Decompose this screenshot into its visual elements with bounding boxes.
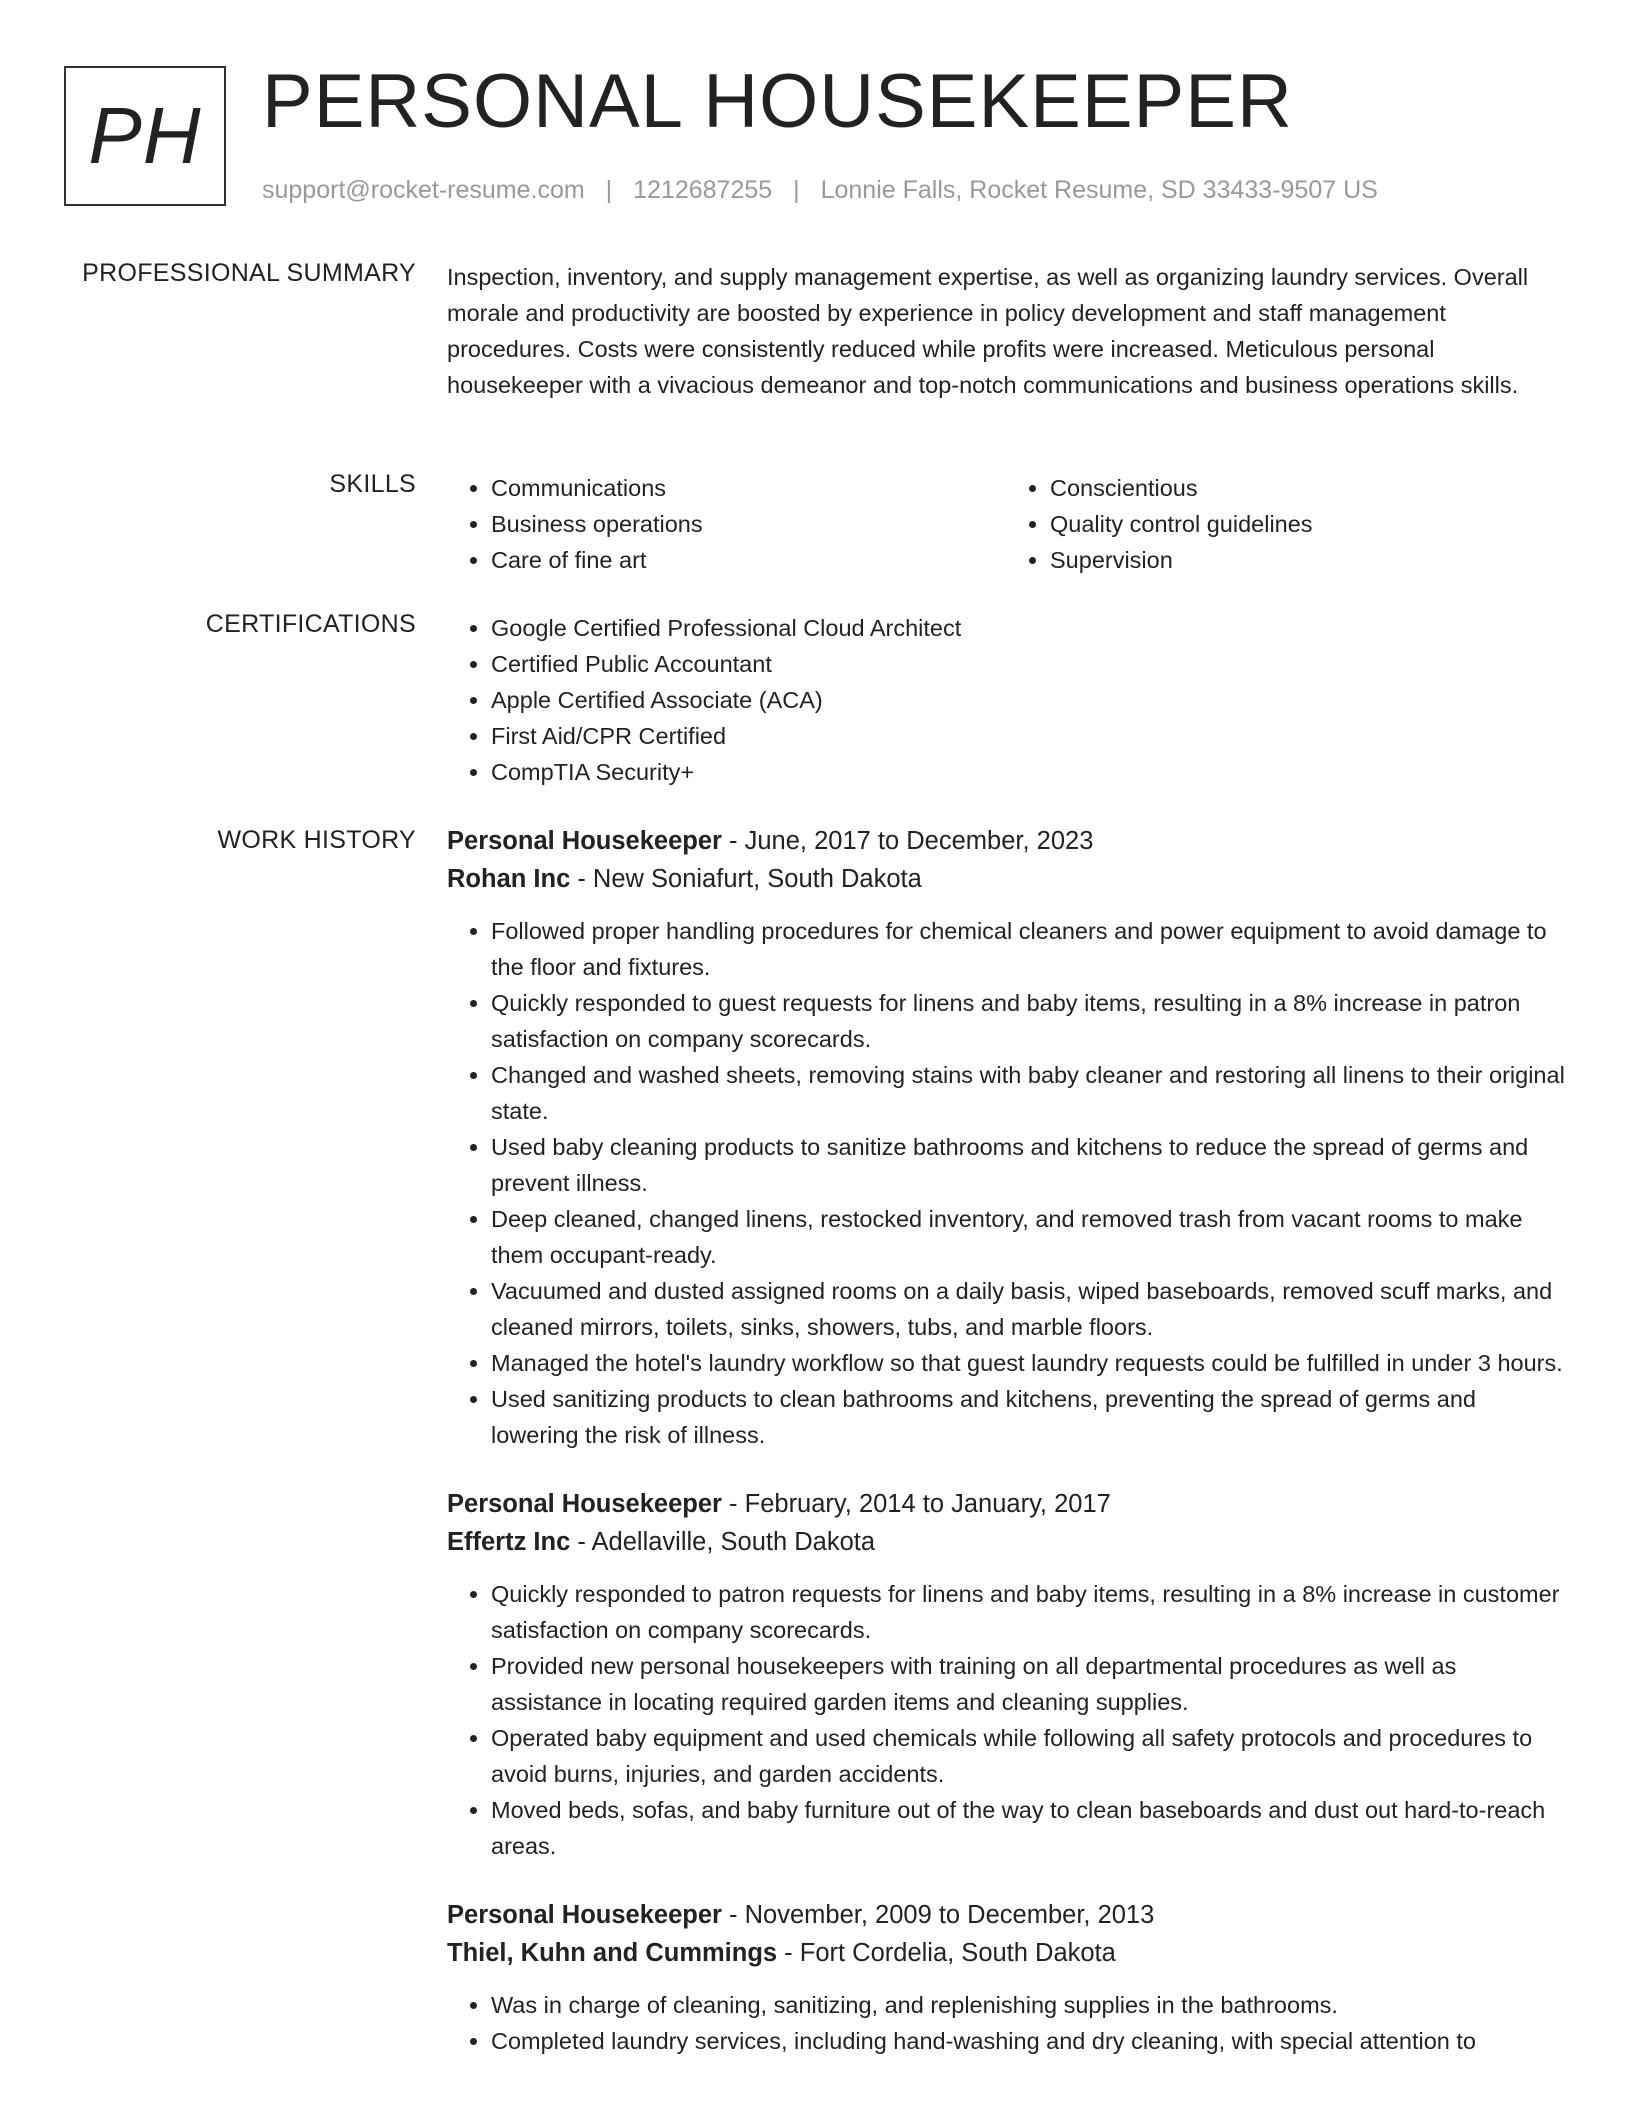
job-bullet: • Vacuumed and dusted assigned rooms on a daily basis, wiped baseboards, removed scuff marks, and cleaned mirrors, toilets, sinks, showers, tubs, and marble floors. xyxy=(491,1273,1565,1345)
section-label-certifications: CERTIFICATIONS xyxy=(205,610,416,638)
job-bullet: • Deep cleaned, changed linens, restocked inventory, and removed trash from vacant rooms to make them occupant-ready. xyxy=(491,1201,1565,1273)
job-location: - Fort Cordelia, South Dakota xyxy=(777,1939,1116,1967)
job-title-line xyxy=(447,1896,1565,1934)
certification-item: • First Aid/CPR Certified xyxy=(491,718,1565,754)
resume-name: PERSONAL HOUSEKEEPER xyxy=(262,59,1293,144)
skill-item: • Supervision xyxy=(1050,542,1565,578)
job-bullet: • Used baby cleaning products to sanitize bathrooms and kitchens to reduce the spread of germs and prevent illness. xyxy=(491,1129,1565,1201)
job-company-line xyxy=(447,1523,1565,1561)
skills-list-left xyxy=(447,470,1006,578)
job-bullets xyxy=(447,913,1565,1453)
job-bullet: • Operated baby equipment and used chemicals while following all safety protocols and procedures to avoid burns, injuries, and garden accidents. xyxy=(491,1720,1565,1792)
skill-item: • Business operations xyxy=(491,506,1006,542)
skill-item: • Quality control guidelines xyxy=(1050,506,1565,542)
job-bullet: • Provided new personal housekeepers with training on all departmental procedures as well as assistance in locating required garden items and cleaning supplies. xyxy=(491,1648,1565,1720)
contact-address: Lonnie Falls, Rocket Resume, SD 33433-9507 US xyxy=(820,176,1378,204)
job-company-line xyxy=(447,860,1565,898)
job-title: Personal Housekeeper xyxy=(447,1490,722,1518)
certification-item: • Apple Certified Associate (ACA) xyxy=(491,682,1565,718)
job-title: Personal Housekeeper xyxy=(447,827,722,855)
job-bullet: • Was in charge of cleaning, sanitizing, and replenishing supplies in the bathrooms. xyxy=(491,1987,1565,2023)
job-dates: - June, 2017 to December, 2023 xyxy=(721,827,1094,855)
contact-email[interactable]: support@rocket-resume.com xyxy=(262,176,585,204)
job-bullet: • Changed and washed sheets, removing stains with baby cleaner and restoring all linens to their original state. xyxy=(491,1057,1565,1129)
section-label-work-history: WORK HISTORY xyxy=(217,826,416,854)
certification-item: • CompTIA Security+ xyxy=(491,754,1565,790)
job-bullet: • Completed laundry services, including hand-washing and dry cleaning, with special attention to xyxy=(491,2023,1565,2059)
job-bullet: • Managed the hotel's laundry workflow so that guest laundry requests could be fulfilled in under 3 hours. xyxy=(491,1345,1565,1381)
job-company: Rohan Inc xyxy=(447,865,571,893)
skill-item: • Care of fine art xyxy=(491,542,1006,578)
section-label-summary: PROFESSIONAL SUMMARY xyxy=(82,259,416,287)
certifications-list xyxy=(447,610,1565,790)
job-company: Effertz Inc xyxy=(447,1528,571,1556)
job-bullet: • Used sanitizing products to clean bathrooms and kitchens, preventing the spread of germs and lowering the risk of illness. xyxy=(491,1381,1565,1453)
certification-item: • Certified Public Accountant xyxy=(491,646,1565,682)
job-title-line xyxy=(447,1485,1565,1523)
job-bullet: • Moved beds, sofas, and baby furniture out of the way to clean baseboards and dust out hard-to-reach areas. xyxy=(491,1792,1565,1864)
certification-item: • Google Certified Professional Cloud Architect xyxy=(491,610,1565,646)
summary-text: Inspection, inventory, and supply management expertise, as well as organizing laundry services. Overall morale and productivity are boosted by experience in policy development and staff management procedures. Costs were consistently reduced while profits were increased. Meticulous personal housekeeper with a vivacious demeanor and top-notch communications and business operations skills. xyxy=(447,264,1529,398)
job-dates: - November, 2009 to December, 2013 xyxy=(721,1901,1155,1929)
job-company-line xyxy=(447,1934,1565,1972)
job-location: - Adellaville, South Dakota xyxy=(570,1528,876,1556)
contact-phone[interactable]: 1212687255 xyxy=(633,176,773,204)
contact-separator: | xyxy=(605,176,613,204)
job-entry xyxy=(447,1485,1565,1864)
skills-columns xyxy=(447,470,1565,578)
monogram-box xyxy=(64,66,226,206)
job-title: Personal Housekeeper xyxy=(447,1901,722,1929)
job-bullets xyxy=(447,1987,1565,2059)
skill-item: • Communications xyxy=(491,470,1006,506)
job-bullet: • Quickly responded to patron requests for linens and baby items, resulting in a 8% increase in customer satisfaction on company scorecards. xyxy=(491,1576,1565,1648)
job-title-line xyxy=(447,822,1565,860)
monogram-initials: PH xyxy=(88,91,202,180)
job-dates: - February, 2014 to January, 2017 xyxy=(721,1490,1111,1518)
contact-separator: | xyxy=(793,176,800,204)
job-entry xyxy=(447,1896,1565,2059)
job-entry xyxy=(447,822,1565,1453)
job-bullet: • Followed proper handling procedures for chemical cleaners and power equipment to avoid damage to the floor and fixtures. xyxy=(491,913,1565,985)
job-company: Thiel, Kuhn and Cummings xyxy=(447,1939,778,1967)
section-label-skills: SKILLS xyxy=(329,470,416,498)
job-bullets xyxy=(447,1576,1565,1864)
job-bullet: • Quickly responded to guest requests for linens and baby items, resulting in a 8% increase in patron satisfaction on company scorecards. xyxy=(491,985,1565,1057)
summary-content xyxy=(447,259,1565,403)
contact-line xyxy=(262,176,1378,205)
job-location: - New Soniafurt, South Dakota xyxy=(570,865,922,893)
skill-item: • Conscientious xyxy=(1050,470,1565,506)
skills-list-right xyxy=(1006,470,1565,578)
certifications-content xyxy=(447,610,1565,790)
work-history-content xyxy=(447,826,1565,2059)
